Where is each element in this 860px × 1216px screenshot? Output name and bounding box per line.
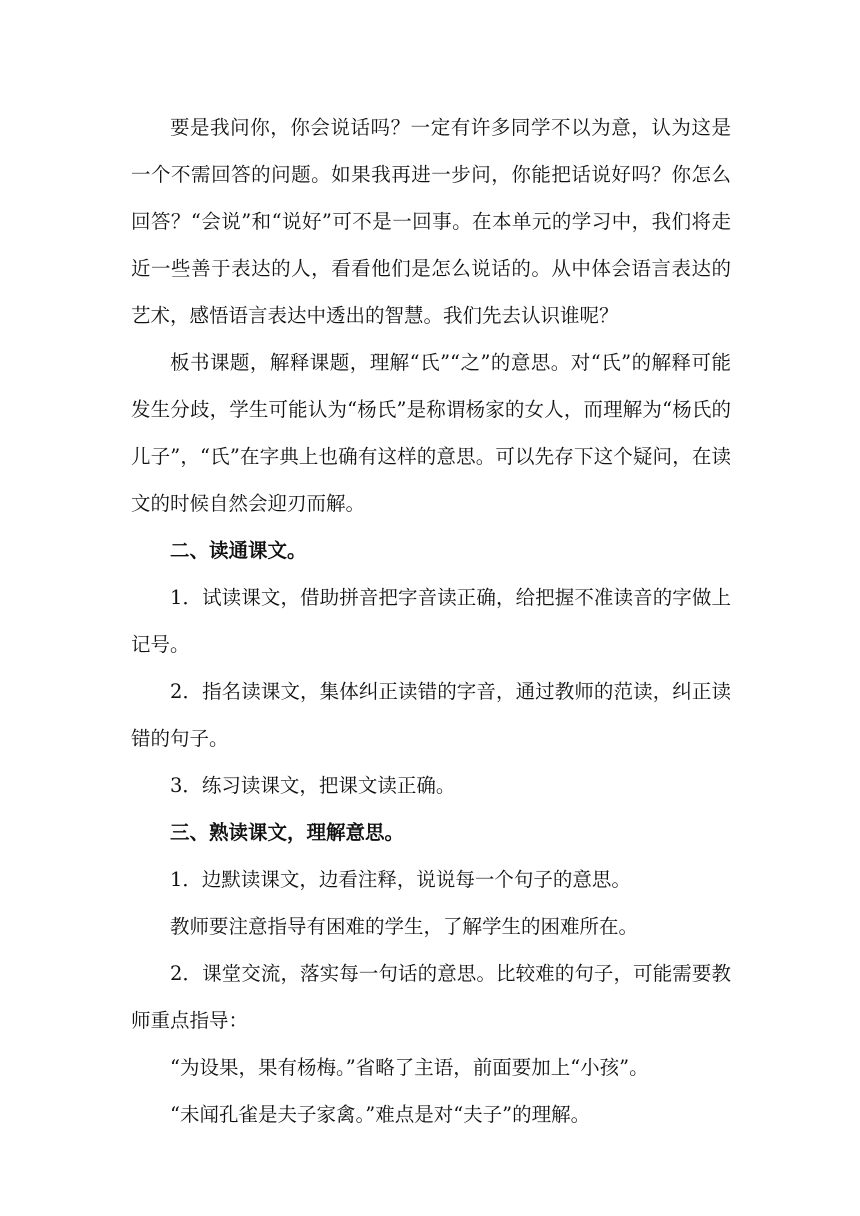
document-body	[131, 104, 731, 1138]
step-paragraph: 2．课堂交流，落实每一句话的意思。比较难的句子，可能需要教师重点指导：	[131, 962, 731, 1032]
step-paragraph: 1．边默读课文，边看注释，说说每一个句子的意思。	[170, 868, 631, 891]
section-heading-understand: 三、熟读课文，理解意思。	[170, 821, 405, 844]
step-paragraph: 3．练习读课文，把课文读正确。	[170, 774, 456, 797]
quote-paragraph: “为设果，果有杨梅。”省略了主语，前面要加上“小孩”。	[170, 1056, 649, 1079]
step-paragraph: 1．试读课文，借助拼音把字音读正确，给把握不准读音的字做上记号。	[131, 586, 731, 656]
teacher-note-paragraph: 教师要注意指导有困难的学生，了解学生的困难所在。	[170, 915, 639, 938]
title-explanation-paragraph: 板书课题，解释课题，理解“氏”“之”的意思。对“氏”的解释可能发生分歧，学生可能认为“杨氏”是称谓杨家的女人，而理解为“杨氏的儿子”，“氏”在字典上也确有这样的意思。可以先存下这个疑问，在读文的时候自然会迎刃而解。	[131, 351, 731, 515]
intro-paragraph: 要是我问你，你会说话吗？一定有许多同学不以为意，认为这是一个不需回答的问题。如果我再进一步问，你能把话说好吗？你怎么回答？“会说”和“说好”可不是一回事。在本单元的学习中，我们将走近一些善于表达的人，看看他们是怎么说话的。从中体会语言表达的艺术，感悟语言表达中透出的智慧。我们先去认识谁呢？	[131, 116, 731, 327]
section-heading-read-through: 二、读通课文。	[170, 539, 307, 562]
step-paragraph: 2．指名读课文，集体纠正读错的字音，通过教师的范读，纠正读错的句子。	[131, 680, 731, 750]
quote-paragraph: “未闻孔雀是夫子家禽。”难点是对“夫子”的理解。	[170, 1103, 591, 1126]
